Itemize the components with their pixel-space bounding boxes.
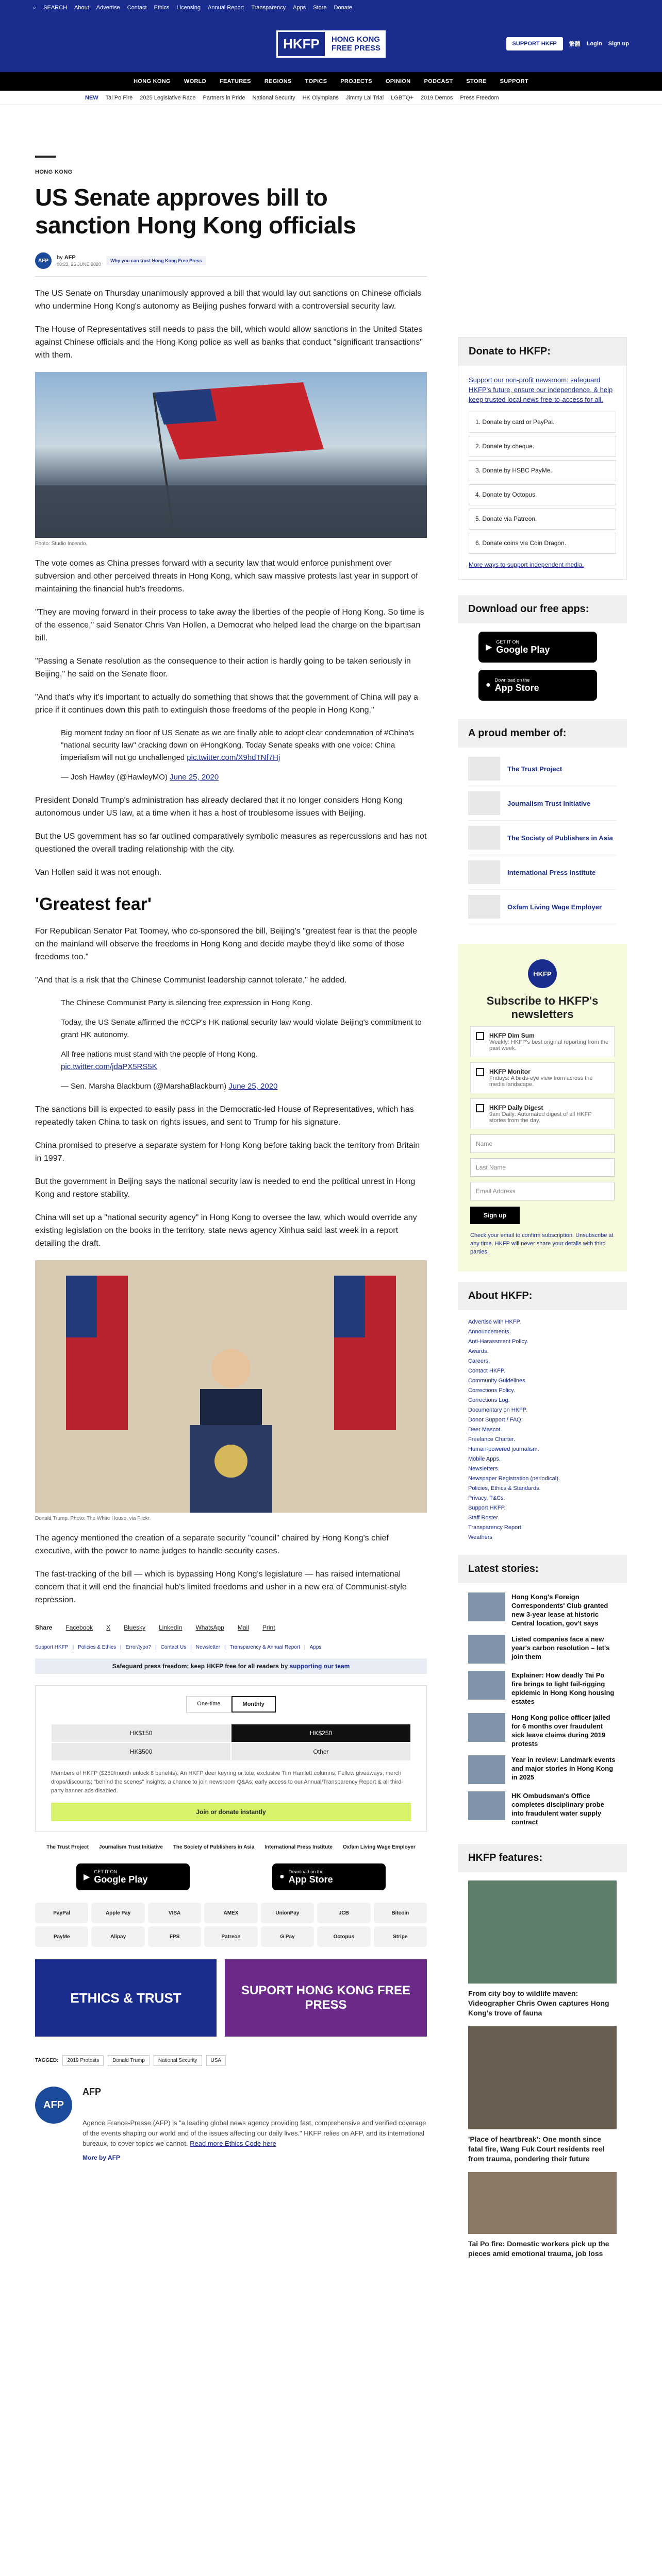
option-desc: 9am Daily: Automated digest of all HKFP stories from the day. xyxy=(489,1111,592,1124)
member-name: The Trust Project xyxy=(507,765,562,773)
badge-title: App Store xyxy=(494,682,539,693)
last-name-field[interactable]: Last Name xyxy=(470,1158,615,1177)
feature-title[interactable]: Tai Po fire: Domestic workers pick up the pieces amid emotional trauma, job loss xyxy=(468,2240,609,2258)
paragraph: "Passing a Senate resolution as the consequence to their action is hardly going to be taken seriously in Beijing," he said on the Senate floor. xyxy=(35,657,411,679)
about-link[interactable]: Corrections Log. xyxy=(468,1397,510,1403)
donate-option[interactable]: 2. Donate by cheque. xyxy=(469,436,616,457)
latest-title[interactable]: Hong Kong's Foreign Correspondents' Club granted new 3-year lease at historic Central location, gov't says xyxy=(511,1593,608,1627)
checkbox[interactable] xyxy=(476,1068,484,1076)
about-heading: About HKFP: xyxy=(458,1282,627,1310)
paragraph: The US Senate on Thursday unanimously approved a bill that would lay out sanctions on Chinese officials who undermine Hong Kong's autonomy as Beijing pushes forward with a controversial security law. xyxy=(35,289,422,311)
title-rule xyxy=(35,156,56,158)
ticker-item[interactable]: LGBTQ+ xyxy=(391,94,413,101)
option-title: HKFP Daily Digest xyxy=(489,1104,543,1111)
sidebar xyxy=(458,105,627,2259)
latest-title[interactable]: Listed companies face a new year's carbon resolution – let's join them xyxy=(511,1635,610,1660)
footer-link[interactable]: Policies & Ethics xyxy=(78,1645,117,1650)
section-heading: 'Greatest fear' xyxy=(35,894,152,914)
payment-logo: JCB xyxy=(317,1903,370,1923)
author-box-avatar[interactable]: AFP xyxy=(35,2087,72,2124)
ethics-banner[interactable]: ETHICS & TRUST xyxy=(35,1959,217,2037)
paragraph: "And that is a risk that the Chinese Communist leadership cannot tolerate," he added. xyxy=(35,976,347,985)
article-column xyxy=(35,105,427,2161)
payment-logo: Apple Pay xyxy=(91,1903,144,1923)
top-link-ethics[interactable]: Ethics xyxy=(154,5,170,11)
ticker-item[interactable]: Press Freedom xyxy=(460,94,499,101)
paragraph: But the US government has so far outlined comparatively symbolic measures as repercussions and has not questioned the overall trading relationship with the city. xyxy=(35,832,427,854)
tag[interactable]: USA xyxy=(206,2055,226,2066)
feature-title[interactable]: 'Place of heartbreak': One month since fatal fire, Wang Fuk Court residents reel from trauma, pondering their future xyxy=(468,2135,605,2163)
donate-option[interactable]: 4. Donate by Octopus. xyxy=(469,484,616,505)
share-label: Share xyxy=(35,1624,53,1631)
latest-title[interactable]: Hong Kong police officer jailed for 6 months over fraudulent sick leave claims during 2019 protests xyxy=(511,1714,610,1748)
payment-logo: Patreon xyxy=(204,1926,257,1947)
author-name[interactable]: AFP xyxy=(64,255,76,261)
donate-option[interactable]: 5. Donate via Patreon. xyxy=(469,509,616,530)
newsletter-note: Check your email to confirm subscription. Unsubscribe at any time. HKFP will never share your details with third parties. xyxy=(470,1232,614,1255)
features-heading: HKFP features: xyxy=(458,1844,627,1872)
payment-logo: VISA xyxy=(148,1903,201,1923)
about-link[interactable]: Deer Mascot. xyxy=(468,1427,502,1433)
partner-logos xyxy=(35,1844,427,1850)
search-label[interactable]: SEARCH xyxy=(43,5,68,11)
latest-item[interactable] xyxy=(468,1713,617,1748)
option-desc: Fridays: A birds-eye view from across the media landscape. xyxy=(489,1075,593,1088)
main-nav xyxy=(0,72,662,91)
donate-banner-text: Safeguard press freedom; keep HKFP free for all readers by xyxy=(112,1663,288,1670)
nav-store[interactable]: STORE xyxy=(466,78,487,84)
top-link-annual-report[interactable]: Annual Report xyxy=(208,5,244,11)
tag-list xyxy=(35,2055,427,2066)
partner-logo[interactable]: The Society of Publishers in Asia xyxy=(173,1844,255,1850)
ticker-item[interactable]: 2025 Legislative Race xyxy=(140,94,196,101)
protest-photo xyxy=(35,372,427,538)
latest-thumb xyxy=(468,1791,505,1820)
amount-option[interactable]: HK$150 xyxy=(51,1724,231,1742)
photo-caption: Photo: Studio Incendo. xyxy=(35,541,88,547)
member-name: The Society of Publishers in Asia xyxy=(507,834,613,842)
about-link[interactable]: Advertise with HKFP. xyxy=(468,1319,521,1325)
article-title: US Senate approves bill to sanction Hong Kong officials xyxy=(35,184,356,239)
about-link[interactable]: Contact HKFP. xyxy=(468,1368,505,1374)
latest-title[interactable]: Explainer: How deadly Tai Po fire brings to light fail-rigging epidemic in Hong Kong housing estates xyxy=(511,1671,615,1705)
member-item[interactable] xyxy=(468,821,617,855)
about-link[interactable]: Awards. xyxy=(468,1348,489,1354)
latest-title[interactable]: Year in review: Landmark events and major stories in Hong Kong in 2025 xyxy=(511,1756,616,1781)
donate-option[interactable]: 1. Donate by card or PayPal. xyxy=(469,412,616,433)
name-field[interactable]: Name xyxy=(470,1134,615,1153)
partner-logo[interactable]: Journalism Trust Initiative xyxy=(98,1844,163,1850)
about-link[interactable]: Mobile Apps. xyxy=(468,1456,501,1462)
latest-item[interactable] xyxy=(468,1671,617,1706)
newsletter-signup-button[interactable]: Sign up xyxy=(470,1207,520,1224)
about-link[interactable]: Newsletters. xyxy=(468,1466,500,1472)
about-link[interactable]: Transparency Report. xyxy=(468,1524,523,1531)
nav-regions[interactable]: REGIONS xyxy=(264,78,292,84)
article-category[interactable]: HONG KONG xyxy=(35,169,73,175)
tweet-text: The Chinese Communist Party is silencing free expression in Hong Kong. xyxy=(61,998,312,1007)
author-box xyxy=(35,2087,427,2161)
signup-link[interactable]: Sign up xyxy=(608,41,629,47)
partner-logo[interactable]: International Press Institute xyxy=(264,1844,333,1850)
share-mail[interactable]: Mail xyxy=(237,1624,249,1631)
footer-link[interactable]: Error/typo? xyxy=(125,1645,152,1650)
payment-logo: UnionPay xyxy=(261,1903,314,1923)
logo-line1: HONG KONG xyxy=(331,35,380,44)
donate-intro-link[interactable]: Support our non-profit newsroom: safeguard HKFP's future, ensure our independence, & help keep trusted local news free-to-access for all. xyxy=(469,376,613,403)
about-link[interactable]: Staff Roster. xyxy=(468,1515,500,1521)
payment-logo: Alipay xyxy=(91,1926,144,1947)
tab-one-time[interactable]: One-time xyxy=(186,1696,231,1713)
about-link[interactable]: Human-powered journalism. xyxy=(468,1446,539,1452)
feature-item[interactable] xyxy=(468,2172,617,2259)
member-item[interactable] xyxy=(468,786,617,821)
ticker-item[interactable]: Tai Po Fire xyxy=(105,94,133,101)
about-link[interactable]: Anti-Harassment Policy. xyxy=(468,1338,528,1345)
about-link[interactable]: Corrections Policy. xyxy=(468,1387,515,1394)
member-logo xyxy=(468,826,500,850)
payment-methods xyxy=(35,1903,427,1947)
badge-caption: GET IT ON xyxy=(94,1869,117,1874)
payment-logo: FPS xyxy=(148,1926,201,1947)
tweet-source: — Josh Hawley (@HawleyMO) xyxy=(61,773,170,782)
badge-caption: GET IT ON xyxy=(496,639,519,645)
tag[interactable]: 2019 Protests xyxy=(62,2055,104,2066)
newsletter-option[interactable] xyxy=(470,1062,615,1093)
about-link[interactable]: Support HKFP. xyxy=(468,1505,506,1511)
newsletter-heading: Subscribe to HKFP's newsletters xyxy=(486,994,599,1021)
latest-item[interactable] xyxy=(468,1635,617,1664)
about-link[interactable]: Privacy, T&Cs. xyxy=(468,1495,505,1501)
feature-photo xyxy=(468,2172,617,2234)
top-link-about[interactable]: About xyxy=(74,5,89,11)
paragraph: China promised to preserve a separate system for Hong Kong before taking back the territory from Britain in 1997. xyxy=(35,1141,420,1163)
app-store-badge[interactable] xyxy=(478,670,597,701)
member-heading: A proud member of: xyxy=(458,719,627,748)
latest-heading: Latest stories: xyxy=(458,1555,627,1583)
latest-item[interactable] xyxy=(468,1592,617,1628)
checkbox[interactable] xyxy=(476,1032,484,1040)
badge-title: App Store xyxy=(288,1874,333,1885)
share-facebook[interactable]: Facebook xyxy=(65,1624,93,1631)
partner-logo[interactable]: The Trust Project xyxy=(46,1844,89,1850)
option-desc: Weekly: HKFP's best original reporting from the past week. xyxy=(489,1039,609,1052)
top-link-contact[interactable]: Contact xyxy=(127,5,147,11)
author-avatar[interactable]: AFP xyxy=(35,252,52,269)
share-bluesky[interactable]: Bluesky xyxy=(124,1624,146,1631)
option-title: HKFP Dim Sum xyxy=(489,1032,535,1039)
share-x[interactable]: X xyxy=(106,1624,111,1631)
photo-caption: Donald Trump. Photo: The White House, via Flickr. xyxy=(35,1516,151,1521)
nav-projects[interactable]: PROJECTS xyxy=(340,78,372,84)
membership-note: Members of HKFP ($250/month unlock 8 benefits): An HKFP deer keyring or tote; exclusive Tim Hamlett columns; Fellow giveaways; merch drops/discounts; "behind the scenes" insights; a chance to join newsroom Q&As; early access to our Annual/Transparency Report & all third-party banner ads disabled. xyxy=(51,1770,404,1794)
footer-link[interactable]: Contact Us xyxy=(160,1645,187,1650)
payment-logo: PayMe xyxy=(35,1926,88,1947)
member-item[interactable] xyxy=(468,752,617,786)
top-link-apps[interactable]: Apps xyxy=(293,5,306,11)
tag[interactable]: National Security xyxy=(154,2055,202,2066)
author-bio-link[interactable]: Read more Ethics Code here xyxy=(190,2140,276,2147)
article-footer-links: Support HKFP | Policies & Ethics | Error/typo? | Contact Us | Newsletter | Transparency & Annual Report | Apps xyxy=(35,1645,322,1650)
about-link[interactable]: Careers. xyxy=(468,1358,490,1364)
member-name: Oxfam Living Wage Employer xyxy=(507,903,602,911)
feature-title[interactable]: From city boy to wildlife maven: Videographer Chris Owen captures Hong Kong's trove of fauna xyxy=(468,1989,609,2017)
tab-monthly[interactable]: Monthly xyxy=(231,1696,276,1713)
paragraph: "They are moving forward in their process to take away the liberties of the people of Hong Kong. So time is of the essence," said Senator Chris Van Hollen, a Democrat who helped lead the charge on the bipartisan bill. xyxy=(35,608,424,642)
newsletter-option[interactable] xyxy=(470,1026,615,1057)
app-store-badge[interactable] xyxy=(272,1863,386,1890)
member-logo xyxy=(468,757,500,781)
partner-logo[interactable]: Oxfam Living Wage Employer xyxy=(342,1844,416,1850)
about-link[interactable]: Community Guidelines. xyxy=(468,1378,527,1384)
footer-link[interactable]: Newsletter xyxy=(195,1645,221,1650)
about-link[interactable]: Announcements. xyxy=(468,1329,511,1335)
tweet-date-link[interactable]: June 25, 2020 xyxy=(228,1082,278,1091)
email-field[interactable]: Email Address xyxy=(470,1182,615,1200)
newsletter-option[interactable] xyxy=(470,1098,615,1129)
share-print[interactable]: Print xyxy=(262,1624,275,1631)
paragraph: The sanctions bill is expected to easily pass in the Democratic-led House of Representatives, which has repeatedly taken China to task on rights issues, and sent to Trump for his signature. xyxy=(35,1105,414,1127)
features-list xyxy=(458,1880,627,2259)
member-list xyxy=(458,748,627,928)
flag-illustration xyxy=(35,372,427,538)
topic-ticker xyxy=(0,91,662,105)
donate-banner-link[interactable]: supporting our team xyxy=(289,1663,350,1670)
member-name: International Press Institute xyxy=(507,868,596,876)
apps-heading: Download our free apps: xyxy=(458,595,627,623)
paragraph: The agency mentioned the creation of a separate security "council" chaired by Hong Kong's chief executive, with the power to name judges to handle security cases. xyxy=(35,1534,389,1555)
ticker-item[interactable]: Partners in Pride xyxy=(203,94,245,101)
member-name: Journalism Trust Initiative xyxy=(507,799,591,807)
payment-logo: Bitcoin xyxy=(374,1903,427,1923)
more-ways-link[interactable]: More ways to support independent media. xyxy=(469,561,584,568)
payment-logo: PayPal xyxy=(35,1903,88,1923)
paragraph: The vote comes as China presses forward with a security law that would enforce punishment over subversion and other perceived threats in Hong Kong, which saw massive protests last year in support of maintaining the financial hub's freedoms. xyxy=(35,559,418,594)
ticker-item[interactable]: 2019 Demos xyxy=(420,94,453,101)
ticker-item[interactable]: HK Olympians xyxy=(302,94,339,101)
option-title: HKFP Monitor xyxy=(489,1068,531,1075)
tweet-embed xyxy=(61,997,427,1093)
tag[interactable]: Donald Trump xyxy=(108,2055,150,2066)
paragraph: China will set up a "national security agency" in Hong Kong to oversee the law, which would override any existing legislation on the books in the territory, state news agency Xinhua said last week in a report detailing the draft. xyxy=(35,1213,417,1248)
tweet-text: All free nations must stand with the people of Hong Kong. xyxy=(61,1050,258,1059)
tweet-link[interactable]: pic.twitter.com/X9hdTNf7Hj xyxy=(187,753,280,762)
nav-support[interactable]: SUPPORT xyxy=(500,78,528,84)
feature-item[interactable] xyxy=(468,2026,617,2164)
latest-thumb xyxy=(468,1671,505,1700)
amount-option[interactable]: HK$500 xyxy=(51,1742,231,1761)
more-by-author-link[interactable]: More by AFP xyxy=(82,2154,120,2161)
latest-title[interactable]: HK Ombudsman's Office completes disciplinary probe into fraudulent water supply contract xyxy=(511,1792,604,1826)
support-hkfp-button[interactable]: SUPPORT HKFP xyxy=(506,37,563,50)
author-box-name[interactable]: AFP xyxy=(82,2087,101,2097)
about-link[interactable]: Policies, Ethics & Standards. xyxy=(468,1485,541,1492)
google-play-badge[interactable] xyxy=(478,632,597,663)
checkbox[interactable] xyxy=(476,1104,484,1112)
about-link[interactable]: Documentary on HKFP. xyxy=(468,1407,527,1413)
member-logo xyxy=(468,791,500,815)
logo-box: HKFP xyxy=(276,30,326,58)
payment-logo: G Pay xyxy=(261,1926,314,1947)
paragraph: Van Hollen said it was not enough. xyxy=(35,868,162,877)
about-link[interactable]: Freelance Charter. xyxy=(468,1436,516,1443)
ticker-new-label: NEW xyxy=(85,94,98,101)
play-icon: ▶ xyxy=(486,643,492,652)
about-link[interactable]: Weathers xyxy=(468,1534,492,1540)
feature-item[interactable] xyxy=(468,1880,617,2018)
top-bar xyxy=(0,0,662,15)
app-badges xyxy=(35,1863,427,1890)
amount-option-selected[interactable]: HK$250 xyxy=(231,1724,411,1742)
nav-features[interactable]: FEATURES xyxy=(219,78,251,84)
language-link[interactable]: 繁體 xyxy=(569,41,581,47)
ticker-item[interactable]: Jimmy Lai Trial xyxy=(345,94,384,101)
top-link-store[interactable]: Store xyxy=(313,5,327,11)
feature-photo xyxy=(468,1880,617,1984)
tweet-text: Today, the US Senate affirmed the #CCP's HK national security law would violate Beijing's commitment to grant HK autonomy. xyxy=(61,1018,422,1039)
latest-list xyxy=(458,1583,627,1828)
tweet-embed xyxy=(61,727,427,784)
latest-thumb xyxy=(468,1635,505,1664)
top-link-licensing[interactable]: Licensing xyxy=(176,5,201,11)
donate-heading: Donate to HKFP: xyxy=(458,337,626,366)
footer-link[interactable]: Transparency & Annual Report xyxy=(229,1645,301,1650)
play-icon: ▶ xyxy=(84,1873,90,1882)
latest-thumb xyxy=(468,1592,505,1621)
paragraph: The House of Representatives still needs to pass the bill, which would allow sanctions in the United States against Chinese officials and the Hong Kong police as well as banks that conduct "significant transactions" with them. xyxy=(35,325,423,360)
donate-widget xyxy=(458,337,627,580)
top-link-advertise[interactable]: Advertise xyxy=(96,5,120,11)
paragraph: But the government in Beijing says the national security law is needed to end the political unrest in Hong Kong and restore stability. xyxy=(35,1177,416,1199)
google-play-badge[interactable] xyxy=(76,1863,190,1890)
about-list xyxy=(458,1310,627,1550)
share-bar xyxy=(35,1624,427,1631)
apple-icon: ● xyxy=(279,1872,285,1881)
logo-line2: FREE PRESS xyxy=(331,44,380,53)
member-logo xyxy=(468,860,500,884)
payment-logo: AMEX xyxy=(204,1903,257,1923)
search-icon[interactable]: ⌕ xyxy=(33,4,37,11)
latest-thumb xyxy=(468,1755,505,1784)
trust-link[interactable]: Why you can trust Hong Kong Free Press xyxy=(106,256,206,265)
support-banner[interactable]: SUPORT HONG KONG FREE PRESS xyxy=(225,1959,427,2037)
badge-title: Google Play xyxy=(496,644,550,655)
login-link[interactable]: Login xyxy=(586,41,602,47)
byline: AFP by AFP 08:23, 26 JUNE 2020 Why you can trust Hong Kong Free Press xyxy=(35,252,427,269)
newsletter-badge: HKFP xyxy=(528,959,557,988)
divider xyxy=(35,276,427,277)
nav-podcast[interactable]: PODCAST xyxy=(424,78,453,84)
donate-option[interactable]: 6. Donate coins via Coin Dragon. xyxy=(469,533,616,554)
ticker-item[interactable]: National Security xyxy=(252,94,295,101)
member-item[interactable] xyxy=(468,890,617,924)
sidebar-app-badges xyxy=(458,623,627,709)
payment-logo: Stripe xyxy=(374,1926,427,1947)
latest-item[interactable] xyxy=(468,1791,617,1826)
badge-title: Google Play xyxy=(94,1874,148,1885)
paragraph: President Donald Trump's administration has already declared that it no longer considers Hong Kong autonomous under US law, at a time when it has a host of troublesome issues with Beijing. xyxy=(35,796,403,818)
podium-illustration xyxy=(35,1260,427,1513)
feature-photo xyxy=(468,2026,617,2129)
footer-link[interactable]: Support HKFP xyxy=(35,1645,69,1650)
paragraph: For Republican Senator Pat Toomey, who co-sponsored the bill, Beijing's "greatest fear is that the people on the mainland will observe the freedoms in Hong Kong and decide maybe they'd like some of those freedoms too." xyxy=(35,927,418,961)
top-link-transparency[interactable]: Transparency xyxy=(251,5,286,11)
member-item[interactable] xyxy=(468,855,617,890)
author-bio: Agence France-Presse (AFP) is "a leading global news agency providing fast, comprehensive and verified coverage of the events shaping our world and of the issues affecting our daily lives." HKFP relies on AFP, and its international bureaux, to cover topics we cannot. xyxy=(82,2119,426,2147)
about-link[interactable]: Donor Support / FAQ. xyxy=(468,1417,523,1423)
latest-thumb xyxy=(468,1713,505,1742)
latest-item[interactable] xyxy=(468,1755,617,1784)
tweet-text: Big moment today on floor of US Senate as we are finally able to adopt clear condemnation of #China's "national security law" cracking down on #HongKong. Today Senate speaks with one voice: China imperialism will not go unchallenged xyxy=(61,728,414,762)
payment-logo: Octopus xyxy=(317,1926,370,1947)
donate-banner xyxy=(35,1658,427,1674)
member-logo xyxy=(468,895,500,919)
paragraph: The fast-tracking of the bill — which is bypassing Hong Kong's legislature — has raised international concern that it will end the financial hub's limited freedoms and usher in a new era of Communist-style repression. xyxy=(35,1570,407,1604)
nav-hong-kong[interactable]: HONG KONG xyxy=(134,78,171,84)
brand-header xyxy=(0,15,662,72)
tweet-link[interactable]: pic.twitter.com/jdaPX5RS5K xyxy=(61,1062,157,1071)
nav-world[interactable]: WORLD xyxy=(184,78,206,84)
trump-photo xyxy=(35,1260,427,1513)
newsletter-signup xyxy=(458,944,627,1272)
tweet-source: — Sen. Marsha Blackburn (@MarshaBlackburn) xyxy=(61,1082,229,1091)
nav-topics[interactable]: TOPICS xyxy=(305,78,327,84)
promo-banners xyxy=(35,1959,427,2037)
join-donate-button[interactable]: Join or donate instantly xyxy=(51,1803,411,1821)
top-link-donate[interactable]: Donate xyxy=(334,5,353,11)
footer-link[interactable]: Apps xyxy=(309,1645,322,1650)
about-link[interactable]: Newspaper Registration (periodical). xyxy=(468,1476,560,1482)
apple-icon: ● xyxy=(486,681,491,689)
share-linkedin[interactable]: LinkedIn xyxy=(159,1624,183,1631)
donate-option[interactable]: 3. Donate by HSBC PayMe. xyxy=(469,460,616,481)
share-whatsapp[interactable]: WhatsApp xyxy=(195,1624,224,1631)
paragraph: "And that's why it's important to actually do something that shows that the government of China will pay a price if it continues down this path to extinguish those freedoms of the people in Hong Kong." xyxy=(35,693,418,715)
badge-caption: Download on the xyxy=(494,677,530,683)
tweet-date-link[interactable]: June 25, 2020 xyxy=(170,773,219,782)
nav-opinion[interactable]: OPINION xyxy=(385,78,411,84)
donation-widget xyxy=(35,1685,427,1832)
tags-label: TAGGED: xyxy=(35,2058,59,2063)
hkfp-logo[interactable] xyxy=(276,30,386,58)
amount-option-other[interactable]: Other xyxy=(231,1742,411,1761)
article-date: 08:23, 26 JUNE 2020 xyxy=(57,262,102,267)
badge-caption: Download on the xyxy=(288,1869,324,1874)
